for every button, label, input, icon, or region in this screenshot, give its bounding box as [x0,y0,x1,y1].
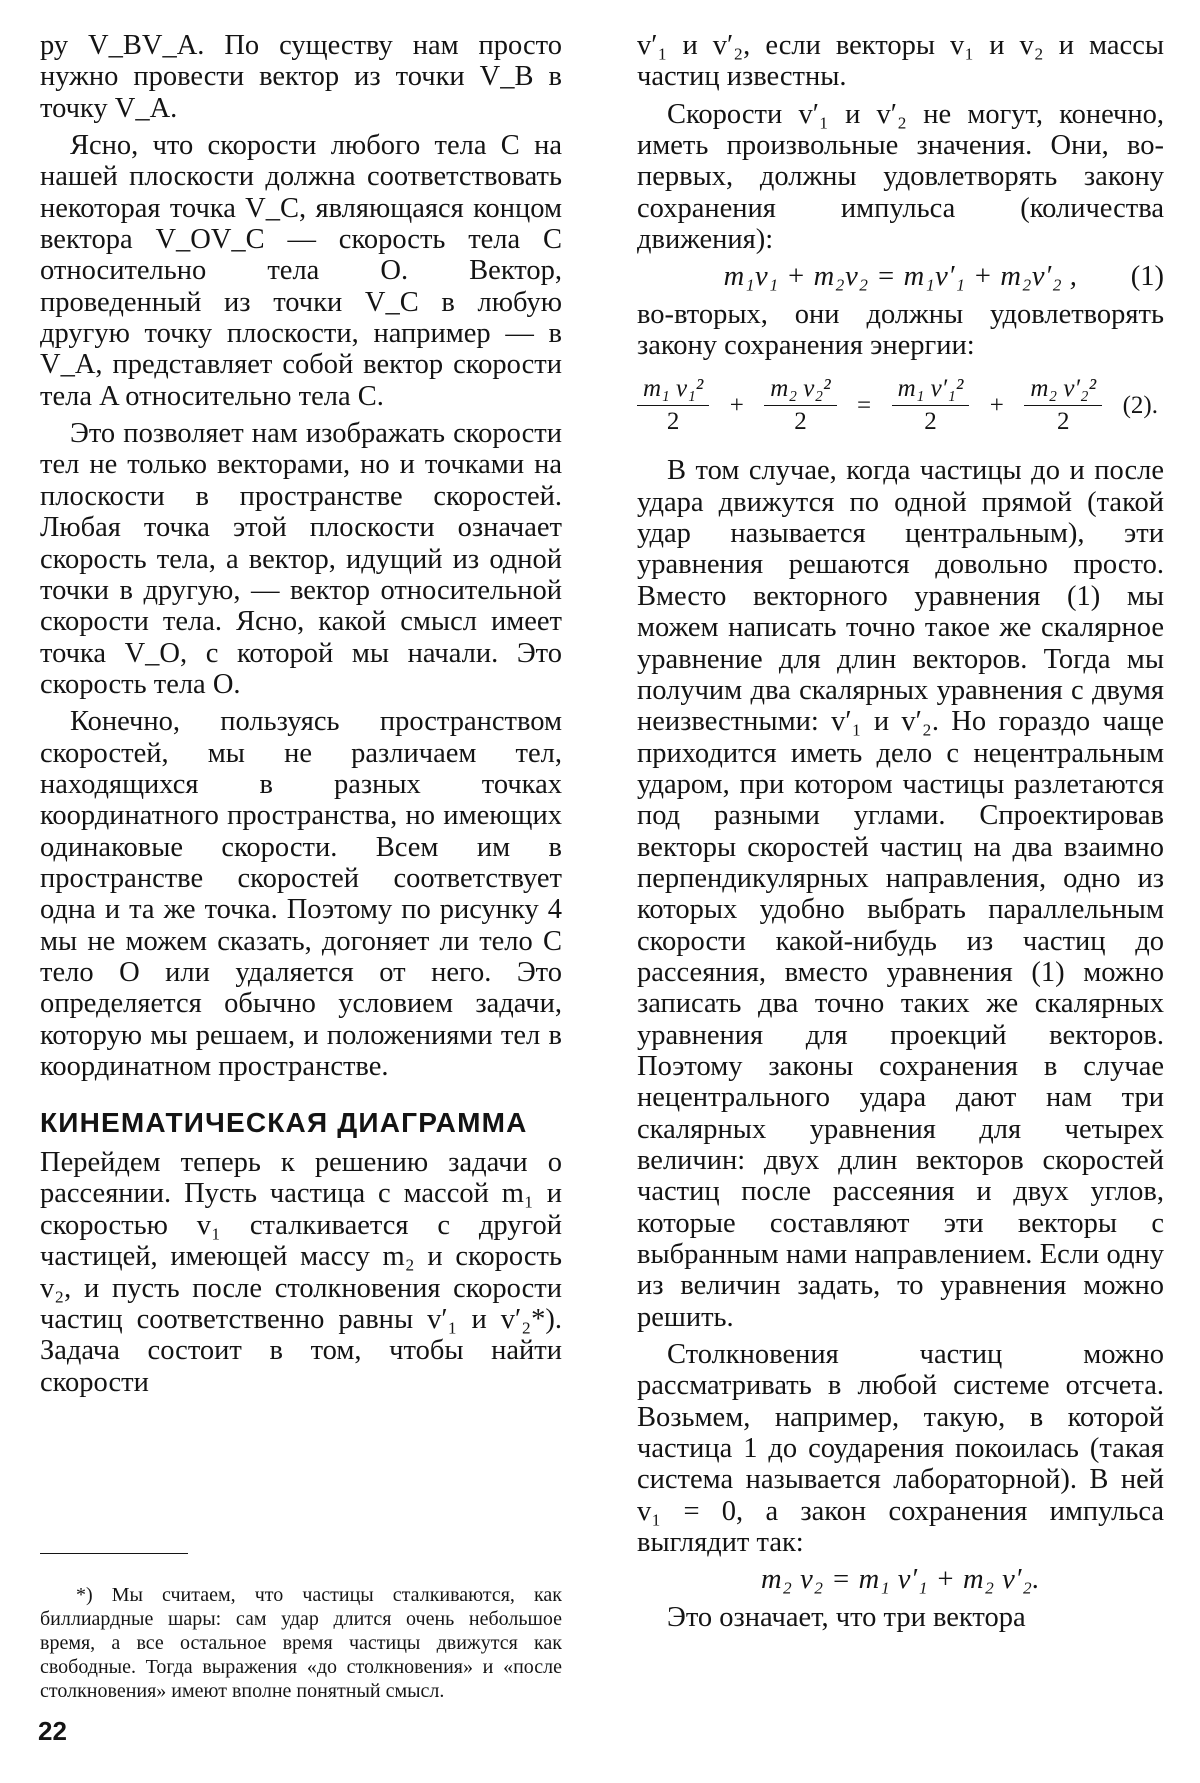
fraction-term [637,375,709,435]
fraction-numerator: m₂ v₂² [764,375,836,406]
paragraph: Ясно, что скорости любого тела C на нашей плоскости должна соответствовать некоторая точка V_C, являющаяся концом вектора V_OV_C — скорость тела C относительно тела O. Вектор, проведенный из точки V_C в любую другую точку плоскости, например — в V_A, представляет собой вектор скорости тела A относительно тела C. [40,130,562,412]
operator: + [989,391,1004,419]
fraction-denominator: 2 [924,407,937,435]
fraction-numerator: m₂ v′₂² [1024,375,1102,406]
operator: = [857,391,872,419]
equation-number: (2). [1122,391,1158,419]
equation-number: (1) [1130,261,1164,293]
fraction-denominator: 2 [794,407,807,435]
left-column [40,30,562,1398]
fraction-term [764,375,836,435]
paragraph: Столкновения частиц можно рассматривать в любой системе отсчета. Возьмем, например, такую, в которой частица 1 до соударения покоилась (такая система называется лабораторной). В ней v₁ = 0, а закон сохранения импульса выглядит так: [637,1339,1164,1559]
paragraph: Перейдем теперь к решению задачи о рассеянии. Пусть частица с массой m₁ и скоростью v₁ сталкивается с другой частицей, имеющей массу m₂ и скорость v₂, и пусть после столкновения скорости частиц соответственно равны v′₁ и v′₂*). Задача состоит в том, чтобы найти скорости [40,1147,562,1398]
paragraph: v′₁ и v′₂, если векторы v₁ и v₂ и массы частиц известны. [637,30,1164,93]
fraction-denominator: 2 [666,407,680,435]
fraction-numerator: m₁ v₁² [637,375,709,406]
footnote: *) Мы считаем, что частицы сталкиваются, как биллиардные шары: сам удар длится очень небольшое время, а все остальное время частицы движутся как свободные. Тогда выражения «до столкновения» и «после столкновения» имеют вполне понятный смысл. [40,1584,562,1702]
equation-momentum [637,261,1164,292]
paragraph: Это позволяет нам изображать скорости тел не только векторами, но и точками на плоскости в пространстве скоростей. Любая точка этой плоскости означает скорость тела, а вектор, идущий из одной точки в другую, — вектор относительной скорости тела. Ясно, какой смысл имеет точка V_O, с которой мы начали. Это скорость тела O. [40,418,562,700]
footnote-divider [40,1553,188,1554]
paragraph: В том случае, когда частицы до и после удара движутся по одной прямой (такой удар называется центральным), эти уравнения решаются довольно просто. Вместо векторного уравнения (1) мы можем написать точно такое же скалярное уравнение для длин векторов. Тогда мы получим два скалярных уравнения с двумя неизвестными: v′₁ и v′₂. Но гораздо чаще приходится иметь дело с нецентральным ударом, при котором частицы разлетаются под разными углами. Спроектировав векторы скоростей частиц на два взаимно перпендикулярных направления, одно из которых удобно выбрать параллельным скорости какой-нибудь из частиц до рассеяния, вместо уравнения (1) можно записать два точно таких же скалярных уравнения для проекций векторов. Поэтому законы сохранения в случае нецентрального удара дают нам три скалярных уравнения для четырех величин: двух длин векторов скоростей частиц после рассеяния и двух углов, которые составляют эти векторы с выбранным нами направлением. Если одну из величин задать, то уравнения можно решить. [637,455,1164,1333]
fraction-numerator: m₁ v′₁² [892,375,970,406]
paragraph: ру V_BV_A. По существу нам просто нужно провести вектор из точки V_B в точку V_A. [40,30,562,124]
equation-body: m₁v₁ + m₂v₂ = m₁v′₁ + m₂v′₂ , [723,261,1078,293]
fraction-term [892,375,970,435]
paragraph: Конечно, пользуясь пространством скоростей, мы не различаем тел, находящихся в разных точках координатного пространства, но имеющих одинаковые скорости. Всем им в пространстве скоростей соответствует одна и та же точка. Поэтому по рисунку 4 мы не можем сказать, догоняет ли тело C тело O или удаляется от него. Это определяется обычно условием задачи, которую мы решаем, и положениями тел в координатном пространстве. [40,706,562,1082]
page-number: 22 [38,1716,67,1746]
paragraph: во-вторых, они должны удовлетворять закону сохранения энергии: [637,298,1164,362]
fraction-denominator: 2 [1056,407,1070,435]
fraction-term [1024,375,1102,435]
paragraph: Это означает, что три вектора [667,1601,1026,1633]
section-heading: КИНЕМАТИЧЕСКАЯ ДИАГРАММА [40,1107,528,1139]
paragraph: Скорости v′₁ и v′₂ не могут, конечно, иметь произвольные значения. Они, во-первых, должны удовлетворять закону сохранения импульса (количества движения): [637,98,1164,256]
operator: + [729,391,744,419]
equation-body: m₂ v₂ = m₁ v′₁ + m₂ v′₂. [760,1564,1041,1596]
right-column [637,30,1164,1633]
equation-energy [637,375,1164,435]
equation-lab-momentum [637,1564,1164,1595]
